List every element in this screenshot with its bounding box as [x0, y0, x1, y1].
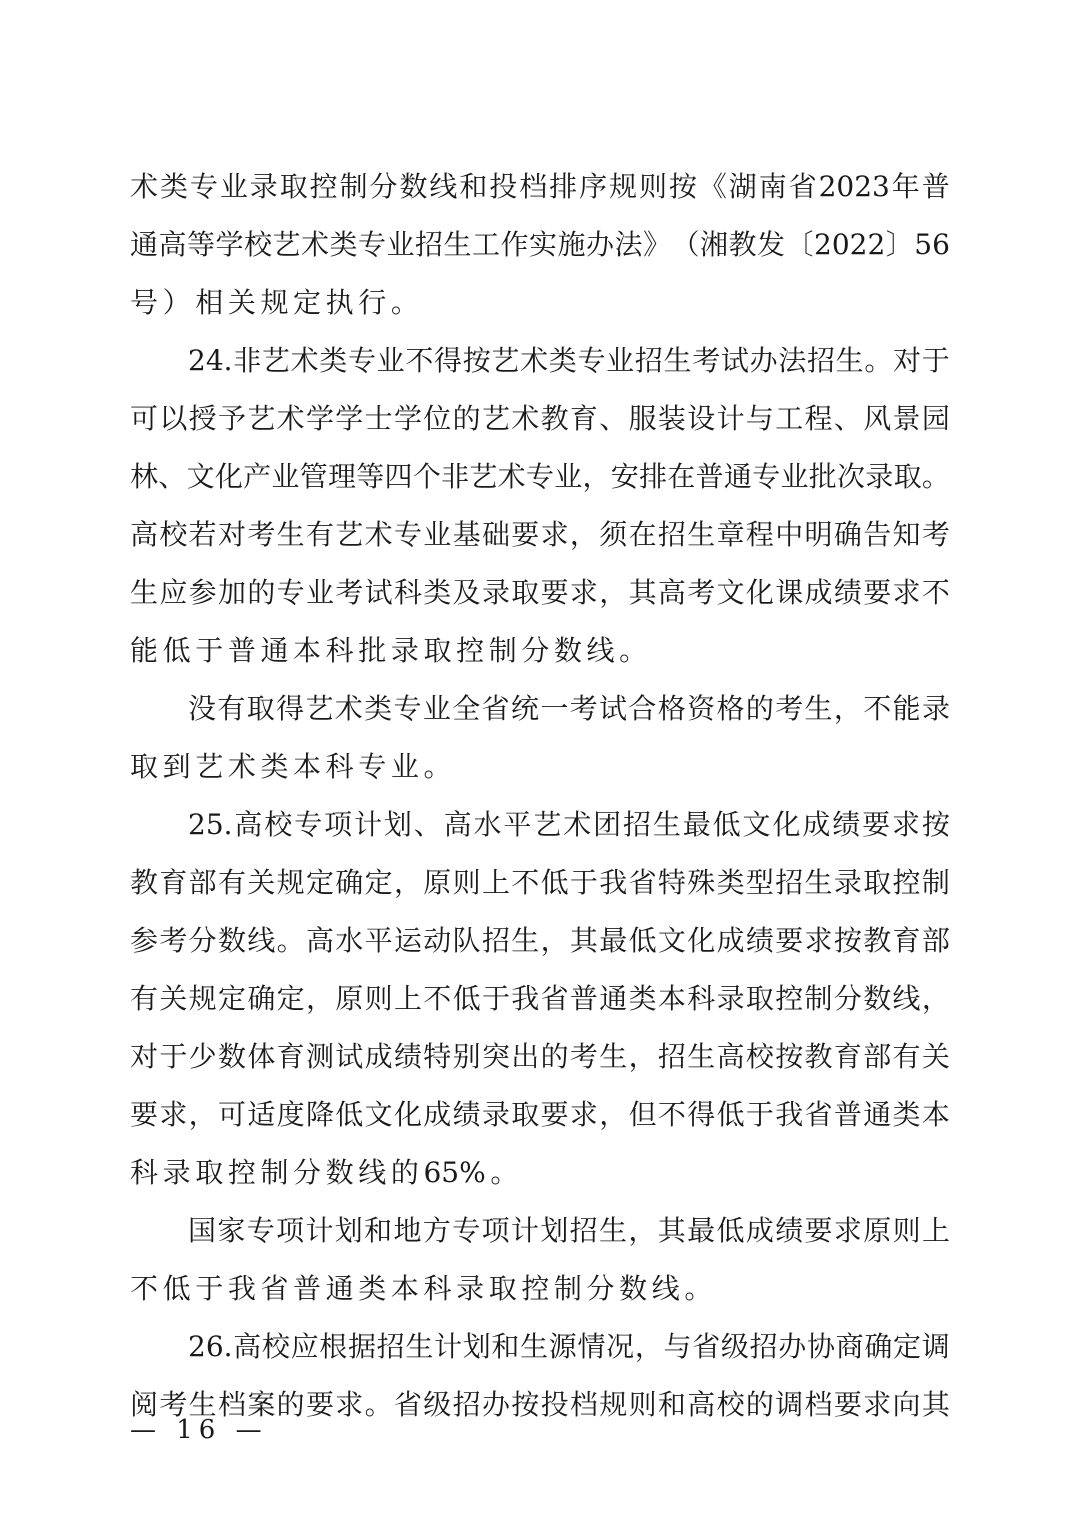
text-line: 有 关 规 定 确 定 ， 原 则 上 不 低 于 我 省 普 通 类 本 科 录 取 控 制 分 数 线 ， — [130, 982, 950, 1015]
text-line: 取 到 艺 术 类 本 科 专 业 。 — [130, 750, 452, 783]
text-line: 国 家 专 项 计 划 和 地 方 专 项 计 划 招 生 ， 其 最 低 成 绩 要 求 原 则 上 — [188, 1214, 950, 1247]
text-line: 对 于 少 数 体 育 测 试 成 绩 特 别 突 出 的 考 生 ， 招 生 高 校 按 教 育 部 有 关 — [130, 1040, 950, 1073]
text-line: 术 类 专 业 录 取 控 制 分 数 线 和 投 档 排 序 规 则 按 《 湖 南 省 2023 年 普 — [130, 170, 950, 203]
text-line: 没 有 取 得 艺 术 类 专 业 全 省 统 一 考 试 合 格 资 格 的 考 生 ， 不 能 录 — [188, 692, 950, 725]
text-line: 24. 非 艺 术 类 专 业 不 得 按 艺 术 类 专 业 招 生 考 试 办 法 招 生 。 对 于 — [188, 344, 950, 377]
page-number: — 16 — — [130, 1415, 268, 1445]
text-line: 能 低 于 普 通 本 科 批 录 取 控 制 分 数 线 。 — [130, 634, 648, 667]
text-line: 科 录 取 控 制 分 数 线 的 65% 。 — [130, 1156, 519, 1189]
text-line: 26. 高 校 应 根 据 招 生 计 划 和 生 源 情 况 ， 与 省 级 招 办 协 商 确 定 调 — [188, 1330, 950, 1363]
text-line: 生 应 参 加 的 专 业 考 试 科 类 及 录 取 要 求 ， 其 高 考 文 化 课 成 绩 要 求 不 — [130, 576, 950, 609]
text-line: 号 ） 相 关 规 定 执 行 。 — [130, 286, 419, 319]
text-line: 可 以 授 予 艺 术 学 学 士 学 位 的 艺 术 教 育 、 服 装 设 计 与 工 程 、 风 景 园 — [130, 402, 950, 435]
text-line: 25. 高 校 专 项 计 划 、 高 水 平 艺 术 团 招 生 最 低 文 化 成 绩 要 求 按 — [188, 808, 950, 841]
text-line: 不 低 于 我 省 普 通 类 本 科 录 取 控 制 分 数 线 。 — [130, 1272, 713, 1305]
text-line: 通 高 等 学 校 艺 术 类 专 业 招 生 工 作 实 施 办 法 》 （ 湘 教 发 〔 2022 〕 56 — [130, 228, 950, 261]
text-line: 林 、 文 化 产 业 管 理 等 四 个 非 艺 术 专 业 ， 安 排 在 普 通 专 业 批 次 录 取 。 — [130, 460, 950, 493]
text-line: 高 校 若 对 考 生 有 艺 术 专 业 基 础 要 求 ， 须 在 招 生 章 程 中 明 确 告 知 考 — [130, 518, 950, 551]
text-line: 教 育 部 有 关 规 定 确 定 ， 原 则 上 不 低 于 我 省 特 殊 类 型 招 生 录 取 控 制 — [130, 866, 950, 899]
text-line: 参 考 分 数 线 。 高 水 平 运 动 队 招 生 ， 其 最 低 文 化 成 绩 要 求 按 教 育 部 — [130, 924, 950, 957]
text-line: 阅 考 生 档 案 的 要 求 。 省 级 招 办 按 投 档 规 则 和 高 校 的 调 档 要 求 向 其 — [130, 1388, 950, 1421]
text-line: 要 求 ， 可 适 度 降 低 文 化 成 绩 录 取 要 求 ， 但 不 得 低 于 我 省 普 通 类 本 — [130, 1098, 950, 1131]
